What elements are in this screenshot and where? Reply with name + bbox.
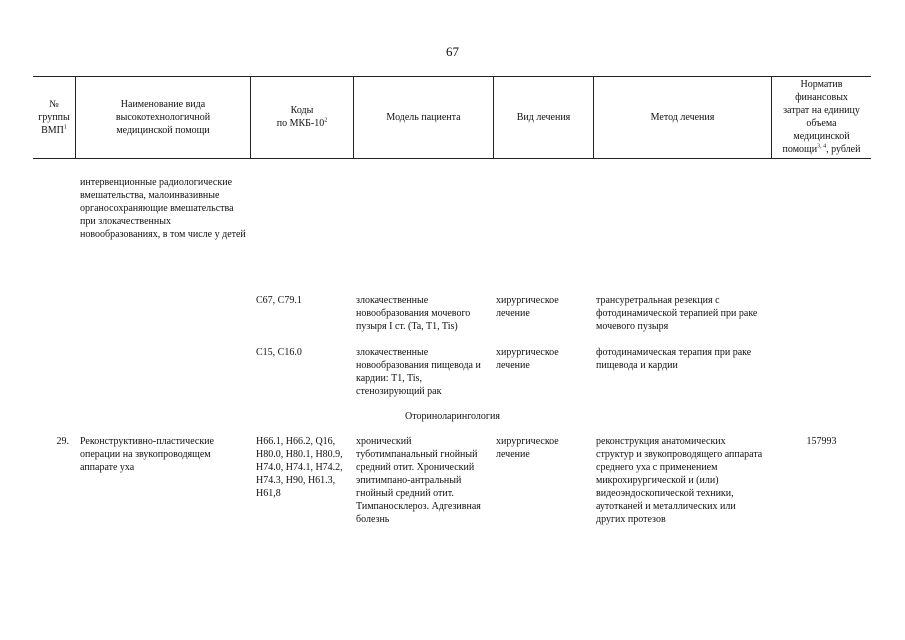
header-treatment-method: Метод лечения <box>650 111 715 123</box>
continuation-type-name: интервенционные радиологические вмешательства, малоинвазивные органосохраняющие вмешательства при злокачественных новообразованиях, в том числе у детей <box>80 177 246 240</box>
row-patient-model: злокачественные новообразования мочевого пузыря I ст. (Ta, T1, Tis) <box>356 295 471 332</box>
row-patient-model: злокачественные новообразования пищевода и кардии: T1, Tis, стенозирующий рак <box>356 347 481 397</box>
row-group-number: 29. <box>56 436 69 447</box>
row-treatment-type: хирургическое лечение <box>496 347 559 371</box>
header-group-number: № группы ВМП$^1$ <box>38 98 70 136</box>
header-icd-codes: Коды по МКБ-$10^2$ <box>276 105 328 129</box>
row-codes: C67, C79.1 <box>256 295 302 306</box>
header-cost-norm: Норматив финансовых затрат на единицу объема медицинской помощи$^{3, 4}$, рублей <box>782 79 861 155</box>
header-patient-model: Модель пациента <box>386 111 461 123</box>
row-patient-model: хронический туботимпанальный гнойный средний отит. Хронический эпитимпано-антральный гнойный средний отит. Тимпаносклероз. Адгезивная болезнь <box>356 436 481 525</box>
row-cost-norm: 157993 <box>806 436 837 447</box>
row-treatment-method: трансуретральная резекция с фотодинамической терапией при раке мочевого пузыря <box>596 295 758 332</box>
row-treatment-type: хирургическое лечение <box>496 436 559 460</box>
row-codes: C15, C16.0 <box>256 347 302 358</box>
header-type-name: Наименование вида высокотехнологичной медицинской помощи <box>115 98 211 136</box>
header-bottom-rule <box>33 158 871 159</box>
row-treatment-method: фотодинамическая терапия при раке пищевода и кардии <box>596 347 752 371</box>
row-treatment-type: хирургическое лечение <box>496 295 559 319</box>
header-treatment-type: Вид лечения <box>516 111 571 123</box>
section-title: Оториноларингология <box>405 411 500 422</box>
row-type-name: Реконструктивно-пластические операции на звукопроводящем аппарате уха <box>80 436 214 473</box>
page-number: 67 <box>446 44 459 59</box>
row-codes: H66.1, H66.2, Q16, H80.0, H80.1, H80.9, H74.0, H74.1, H74.2, H74.3, H90, H61.3, H61,8 <box>256 436 343 499</box>
row-treatment-method: реконструкция анатомических структур и звукопроводящего аппарата среднего уха с применением микрохирургической и (или) видеоэндоскопической техники, аутотканей и металлических или других протезов <box>596 436 763 525</box>
